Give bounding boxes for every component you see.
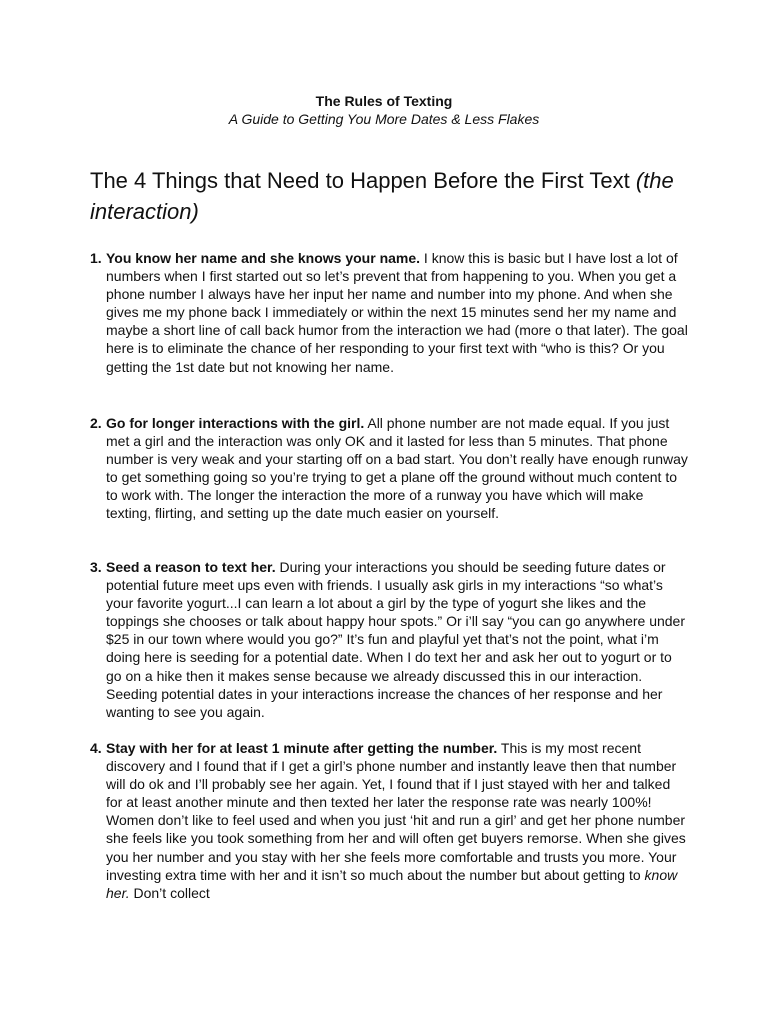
- list-item-lead: You know her name and she knows your name.: [106, 250, 421, 266]
- list-item: [90, 739, 690, 902]
- list-item-lead: Seed a reason to text her.: [106, 559, 276, 575]
- section-heading-italic: (the interaction): [90, 168, 674, 224]
- list-item: [90, 249, 690, 376]
- list-item-lead: Go for longer interactions with the girl.: [106, 415, 365, 431]
- list-item-text: During your interactions you should be seeding future dates or potential future meet ups even with friends. I usually ask girls in my interactions “so what’s your favorite yogurt...I can learn a lot about a girl by the type of yogurt she likes and the toppings she chooses or talk about happy hour spots.” Or i’ll say “you can go anywhere under $25 in our town where would you go?” It’s fun and playful yet that’s not the point, what i’m doing here is seeding for a potential date. When I do text her and ask her out to yogurt or to go on a hike then it makes sense because we already discussed this in our interaction. Seeding potential dates in your interactions increase the chances of her response and her wanting to see you again.: [106, 559, 685, 720]
- list-item-text: All phone number are not made equal. If you just met a girl and the interaction was only OK and it lasted for less than 5 minutes. That phone number is very weak and your starting off on a bad start. You don’t really have enough runway to get something going so you’re trying to get a plane off the ground without much content to to work with. The longer the interaction the more of a runway you have which will make texting, flirting, and setting up the date much easier on yourself.: [106, 415, 688, 522]
- list-item-emphasis: know her.: [106, 866, 678, 901]
- list-item-number: 1.: [90, 250, 102, 266]
- list-item-body: [106, 558, 690, 721]
- list-item: [90, 558, 690, 721]
- list-item: [90, 414, 690, 523]
- list-item-tail: Don’t collect: [129, 884, 210, 901]
- list-item-body: [106, 739, 690, 902]
- list-item-lead: Stay with her for at least 1 minute after getting the number.: [106, 740, 498, 756]
- list-item-number: 4.: [90, 740, 102, 756]
- document-title: The Rules of Texting: [315, 93, 453, 109]
- section-heading: [90, 165, 690, 227]
- list-item-number: 2.: [90, 415, 102, 431]
- list-item-body: [106, 414, 690, 523]
- list-item-text: This is my most recent discovery and I found that if I get a girl’s phone number and instantly leave then that number will do ok and I’ll probably see her again. Yet, I found that if I just stayed with her and talked for at least another minute and then texted her later the response rate was nearly 100%! Women don’t like to feel used and when you just ‘hit and run a girl’ and get her phone number she feels like you took something from her and will often get buyers remorse. When she gives you her number and you stay with her she feels more comfortable and trusts you more. Your investing extra time with her and it isn’t so much about the number but about getting to: [106, 740, 686, 883]
- document-subtitle: A Guide to Getting You More Dates & Less Flakes: [228, 111, 540, 127]
- list-item-body: [106, 249, 690, 376]
- section-heading-main: The 4 Things that Need to Happen Before the First Text: [90, 168, 630, 193]
- list-item-text: I know this is basic but I have lost a lot of numbers when I first started out so let’s prevent that from happening to you. When you get a phone number I always have her input her name and number into my phone. And when she gives me my phone back I immediately or within the next 15 minutes send her my name and maybe a short line of call back humor from the interaction we had (more o that later). The goal here is to eliminate the chance of her responding to your first text with “who is this? Or you getting the 1st date but not knowing her name.: [106, 250, 688, 375]
- list-item-number: 3.: [90, 559, 102, 575]
